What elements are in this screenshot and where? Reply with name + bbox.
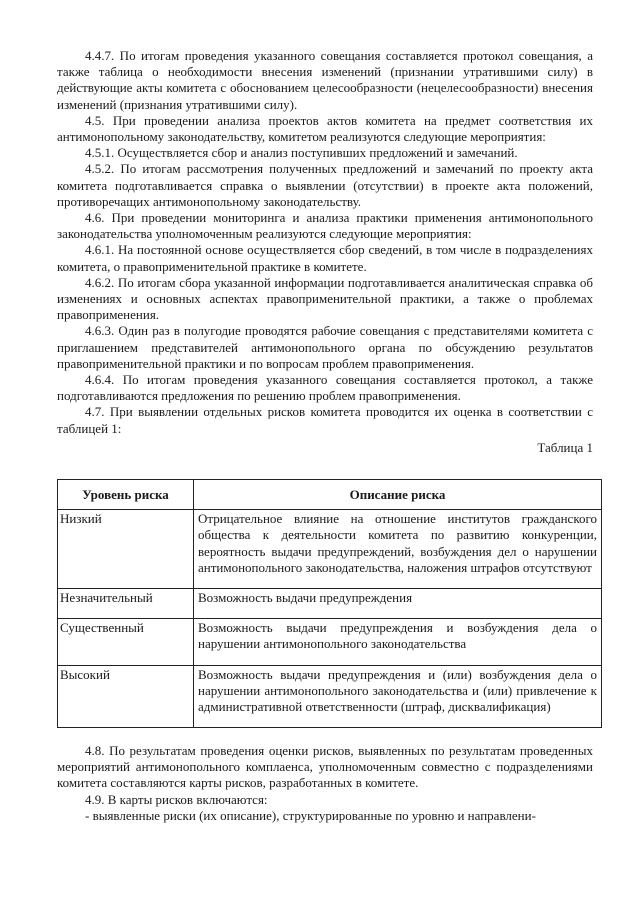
- table-row: [58, 665, 602, 728]
- paragraph-4-9: 4.9. В карты рисков включаются:: [85, 791, 268, 807]
- header-risk-level: Уровень риска: [58, 480, 194, 510]
- table-caption: Таблица 1: [537, 439, 593, 455]
- paragraph-4-5-2: 4.5.2. По итогам рассмотрения полученных предложений и замечаний по проекту акта комитета подготавливается справка о выявлении (отсутствии) в проекте акта положений, противоречащих антимонопольному законодательству.: [57, 161, 593, 209]
- risk-level-cell: Незначительный: [58, 589, 194, 619]
- paragraph-4-6-1: 4.6.1. На постоянной основе осуществляется сбор сведений, в том числе в подразделениях комитета, о правоприменительной практике в комитете.: [57, 242, 593, 274]
- table-row: [58, 589, 602, 619]
- paragraph-4-5-1: 4.5.1. Осуществляется сбор и анализ поступивших предложений и замечаний.: [85, 145, 518, 161]
- paragraph-4-6: 4.6. При проведении мониторинга и анализа практики применения антимонопольного законодательства уполномоченным реализуются следующие мероприятия:: [57, 210, 593, 242]
- paragraph-4-5: 4.5. При проведении анализа проектов актов комитета на предмет соответствия их антимонопольному законодательству, комитетом реализуются следующие мероприятия:: [57, 112, 593, 145]
- paragraph-4-9-item: - выявленные риски (их описание), структурированные по уровню и направлени-: [85, 807, 536, 823]
- risk-description-cell: Возможность выдачи предупреждения: [194, 589, 602, 619]
- paragraph-4-6-2: 4.6.2. По итогам сбора указанной информации подготавливается аналитическая справка об изменениях и основных аспектах правоприменительной практики, а также о проблемах правоприменения.: [57, 274, 593, 323]
- paragraph-4-7: 4.7. При выявлении отдельных рисков комитета проводится их оценка в соответствии с таблицей 1:: [57, 404, 593, 436]
- table-row: [58, 510, 602, 589]
- risk-description-cell: Возможность выдачи предупреждения и возбуждения дела о нарушении антимонопольного законодательства: [194, 619, 602, 665]
- paragraph-4-8: 4.8. По результатам проведения оценки рисков, выявленных по результатам проведенных мероприятий антимонопольного комплаенса, уполномоченным совместно с подразделениями комитета составляются карты рисков, разработанных в комитете.: [57, 743, 593, 791]
- paragraph-4-6-3: 4.6.3. Один раз в полугодие проводятся рабочие совещания с представителями комитета с приглашением представителей антимонопольного органа по обсуждению результатов правоприменительной практики и по вопросам проблем правоприменения.: [57, 323, 593, 371]
- risk-level-cell: Существенный: [58, 619, 194, 665]
- risk-description-cell: Возможность выдачи предупреждения и (или) возбуждения дела о нарушении антимонопольного законодательства и (или) привлечение к административной ответственности (штраф, дисквалификация): [194, 665, 602, 728]
- risk-table: [57, 479, 602, 728]
- risk-level-cell: Высокий: [58, 665, 194, 728]
- table-row: [58, 619, 602, 665]
- risk-level-cell: Низкий: [58, 510, 194, 589]
- paragraph-4-4-7: 4.4.7. По итогам проведения указанного совещания составляется протокол совещания, а также таблица о необходимости внесения изменений (признании утратившими силу) в действующие акты комитета с обоснованием целесообразности (нецелесообразности) внесения изменений (признания утратившими силу).: [57, 48, 593, 112]
- header-risk-description: Описание риска: [194, 480, 602, 510]
- text-block-top: [57, 48, 593, 456]
- risk-description-cell: Отрицательное влияние на отношение институтов гражданского общества к деятельности комитета по развитию конкуренции, вероятность выдачи предупреждений, возбуждения дел о нарушении антимонопольного законодательства, наложения штрафов отсутствуют: [194, 510, 602, 589]
- text-block-bottom: [57, 743, 593, 824]
- paragraph-4-6-4: 4.6.4. По итогам проведения указанного совещания составляется протокол, а также подготавливаются предложения по решению проблем правоприменения.: [57, 372, 593, 404]
- table-header-row: [58, 480, 602, 510]
